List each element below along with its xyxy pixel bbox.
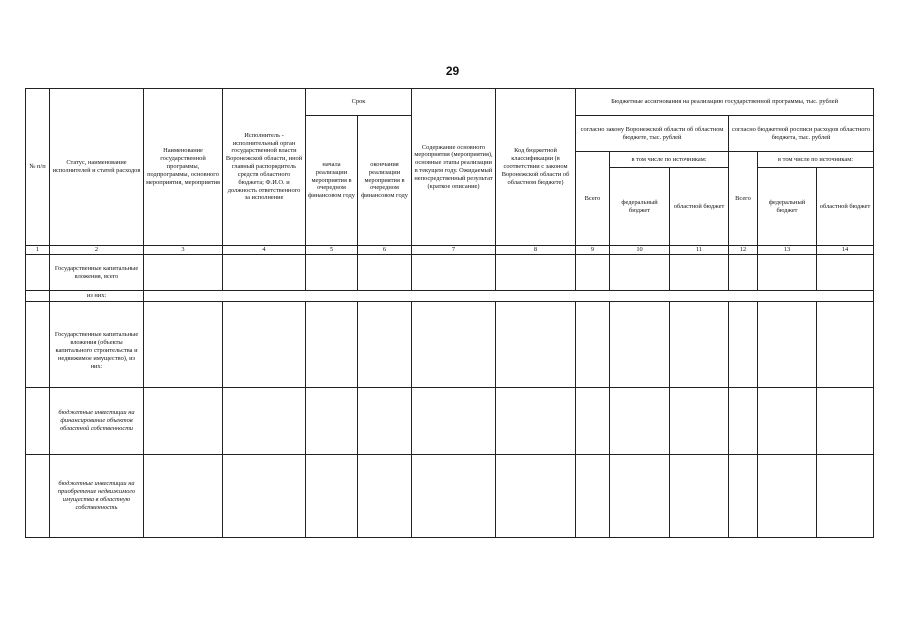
- header-program-name: Наименование государственной программы, подпрограммы, основного мероприятия, мероприятия: [144, 89, 223, 246]
- header-term: Срок: [306, 89, 412, 116]
- table-row: [26, 454, 874, 537]
- header-regional-roster: областной бюджет: [817, 168, 874, 246]
- page-number: 29: [445, 64, 460, 78]
- table-row: [26, 291, 874, 302]
- row-label: бюджетные инвестиции на приобретение недвижимого имущества в областную собственность: [50, 454, 144, 537]
- table-row: [26, 255, 874, 291]
- header-by-law: согласно закону Воронежской области об областном бюджете, тыс. рублей: [576, 116, 729, 152]
- column-number: 14: [817, 246, 874, 255]
- header-sources-roster: в том числе по источникам:: [758, 152, 874, 168]
- header-status: Статус, наименование исполнителей и статей расходов: [50, 89, 144, 246]
- header-regional-law: областной бюджет: [670, 168, 729, 246]
- column-number: 4: [223, 246, 306, 255]
- row-label: бюджетные инвестиции на финансирование объектов областной собственности: [50, 387, 144, 454]
- column-number: 2: [50, 246, 144, 255]
- header-by-roster: согласно бюджетной росписи расходов областного бюджета, тыс. рублей: [729, 116, 874, 152]
- header-start: начала реализации мероприятия в очередном финансовом году: [306, 116, 358, 246]
- column-number: 6: [358, 246, 412, 255]
- header-executor: Исполнитель - исполнительный орган государственной власти Воронежской области, иной главный распорядитель средств областного бюджета; Ф.И.О. и должность ответственного за исполнение: [223, 89, 306, 246]
- header-budget-allocations: Бюджетные ассигнования на реализацию государственной программы, тыс. рублей: [576, 89, 874, 116]
- table-row: [26, 387, 874, 454]
- header-number: № п/п: [26, 89, 50, 246]
- column-number: 10: [610, 246, 670, 255]
- header-total-law: Всего: [576, 152, 610, 246]
- column-number: 1: [26, 246, 50, 255]
- row-label: Государственные капитальные вложения, всего: [50, 255, 144, 291]
- row-label: Государственные капитальные вложения (объекты капитального строительства и недвижимое имущество), из них:: [50, 301, 144, 387]
- header-federal-roster: федеральный бюджет: [758, 168, 817, 246]
- table-row: [26, 301, 874, 387]
- row-label: из них:: [50, 291, 144, 302]
- column-number: 8: [496, 246, 576, 255]
- column-number: 3: [144, 246, 223, 255]
- header-content: Содержание основного мероприятия (мероприятия), основные этапы реализации в текущем году. Ожидаемый непосредственный результат (краткое описание): [412, 89, 496, 246]
- column-number: 12: [729, 246, 758, 255]
- header-budget-code: Код бюджетной классификации (в соответствии с законом Воронежской области об областном бюджете): [496, 89, 576, 246]
- column-number: 9: [576, 246, 610, 255]
- header-end: окончания реализации мероприятия в очередном финансовом году: [358, 116, 412, 246]
- budget-table: [25, 88, 874, 538]
- header-sources-law: в том числе по источникам:: [610, 152, 729, 168]
- column-number: 11: [670, 246, 729, 255]
- column-number-row: [26, 246, 874, 255]
- column-number: 13: [758, 246, 817, 255]
- header-total-roster: Всего: [729, 152, 758, 246]
- header-federal-law: федеральный бюджет: [610, 168, 670, 246]
- column-number: 5: [306, 246, 358, 255]
- column-number: 7: [412, 246, 496, 255]
